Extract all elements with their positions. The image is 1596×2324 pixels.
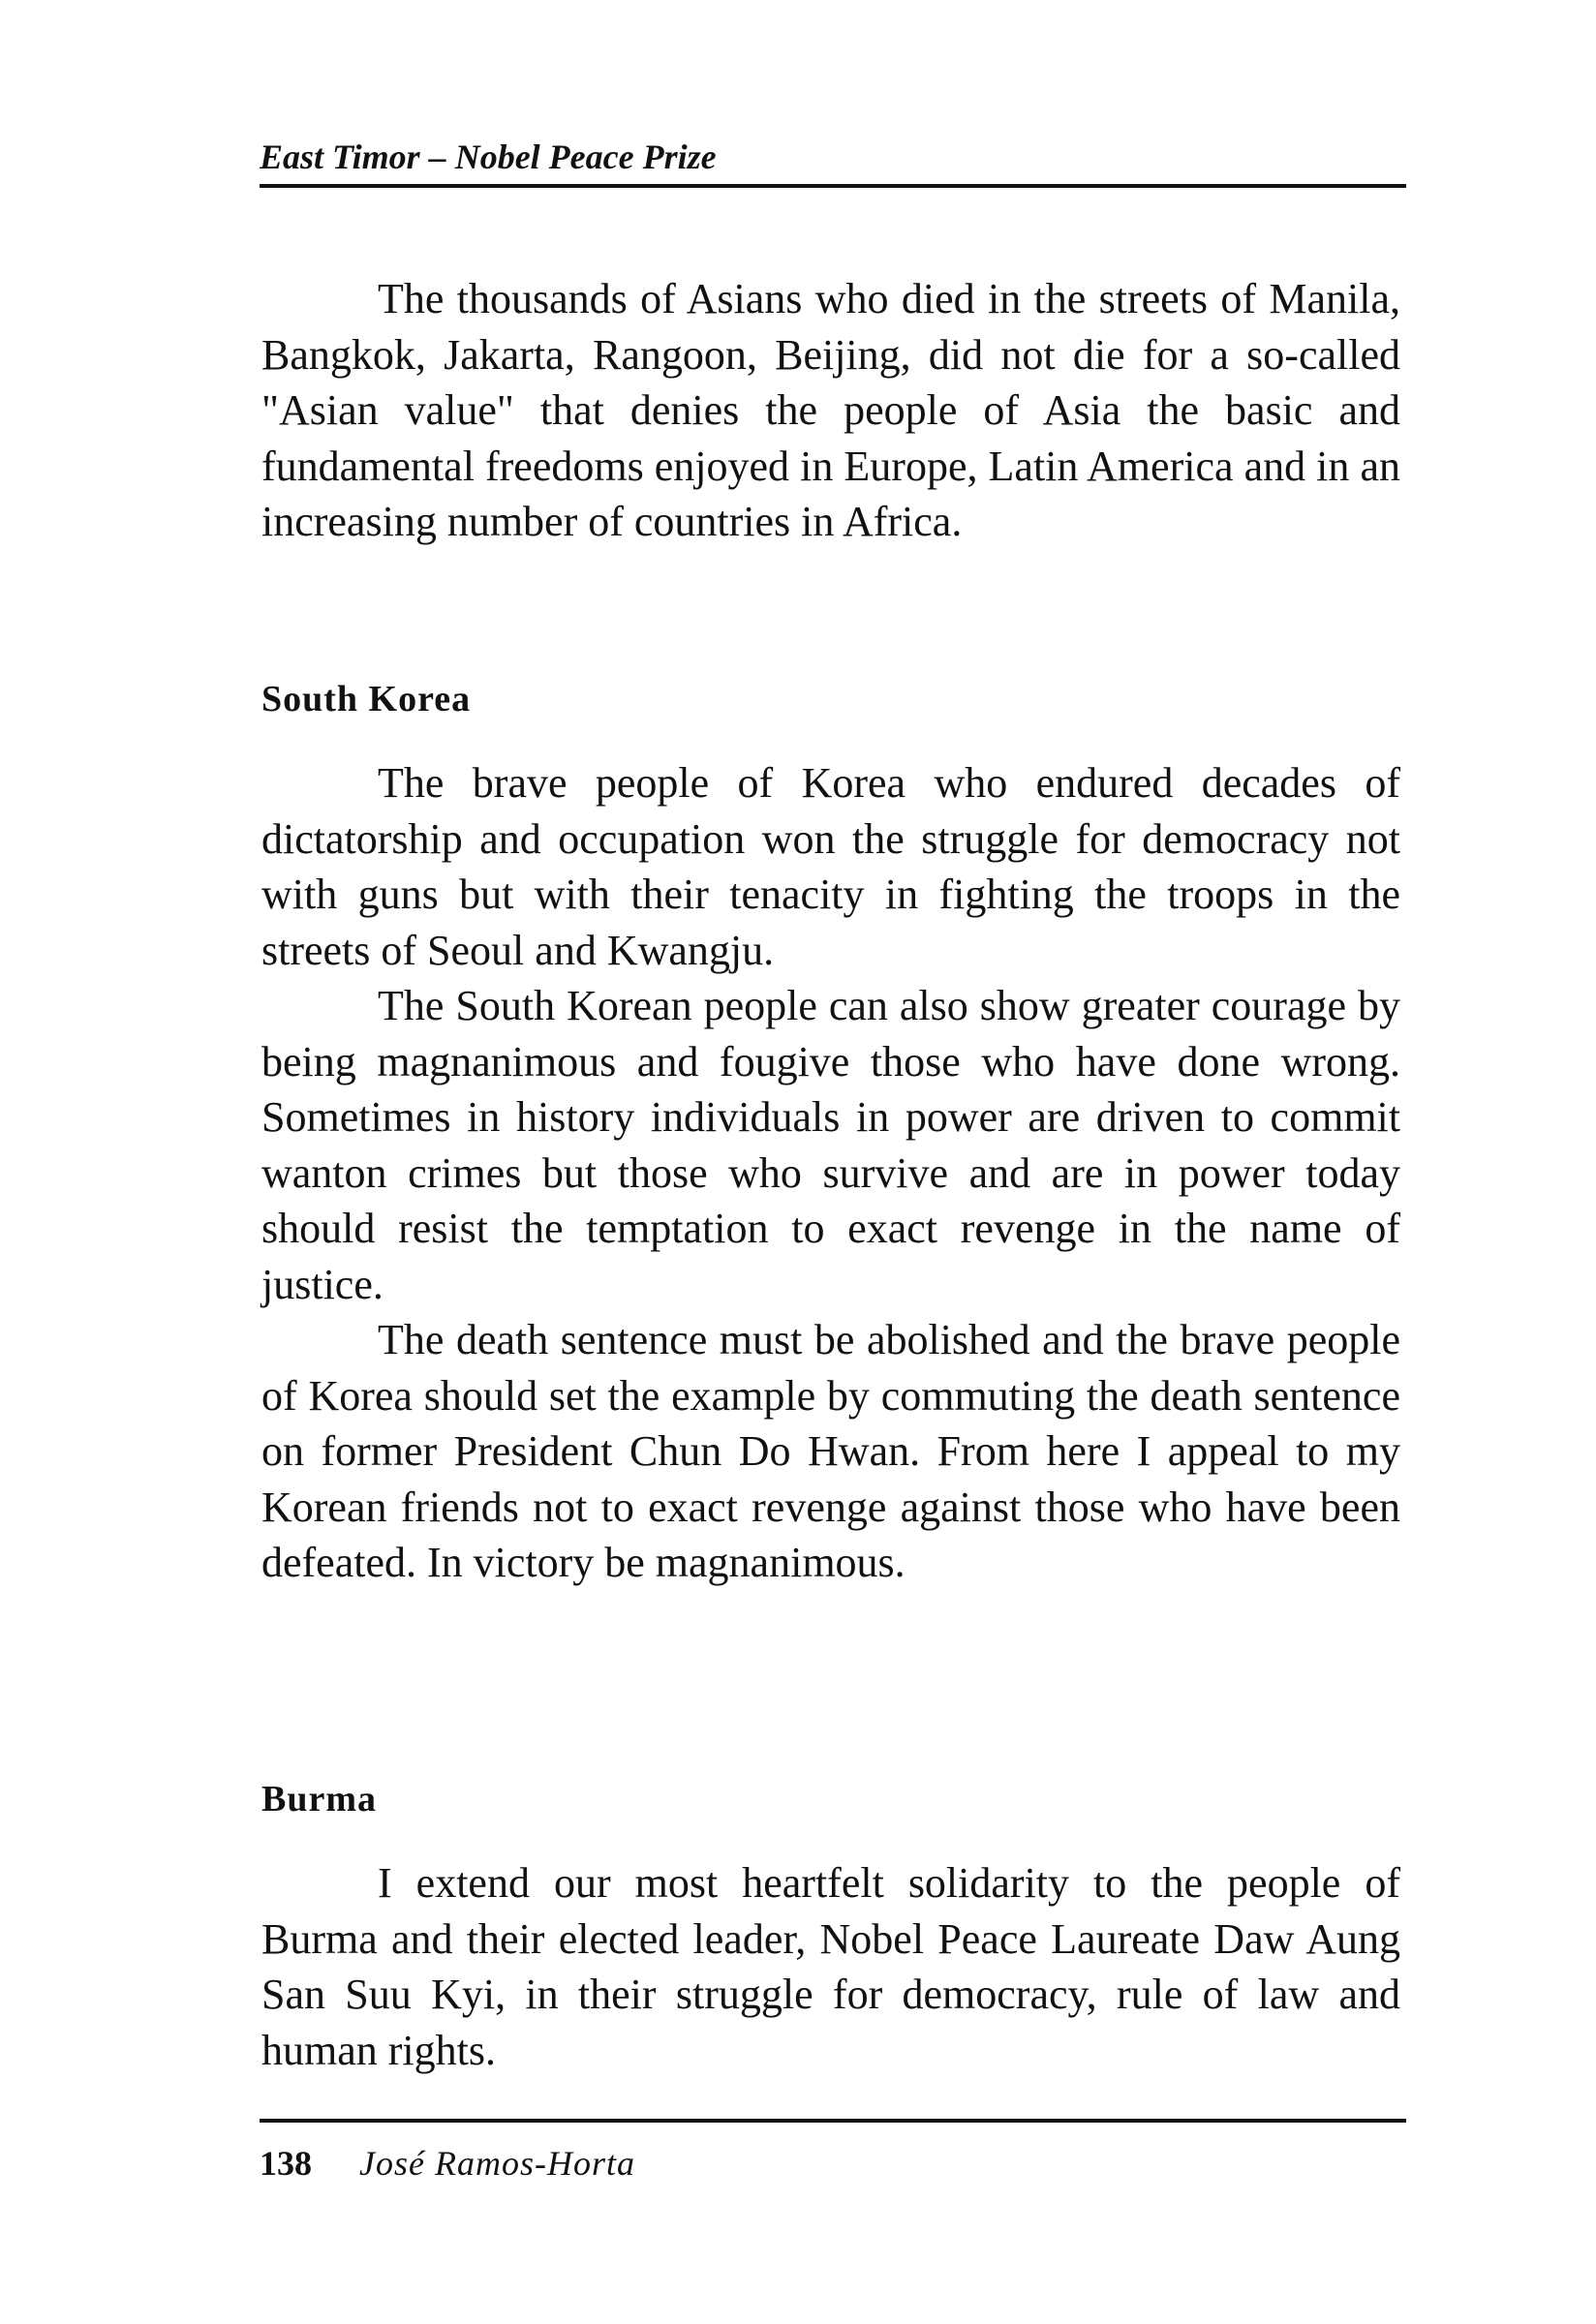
paragraph: The brave people of Korea who endured decades of dictatorship and occupation won the struggle for democracy not with guns but with their tenacity in fighting the troops in the streets of Seoul and Kwangju.: [261, 759, 1400, 974]
page-footer: [260, 2142, 635, 2185]
author-name: José Ramos-Horta: [359, 2144, 635, 2183]
running-header: [260, 136, 1406, 178]
paragraph: I extend our most heartfelt solidarity to the people of Burma and their elected leader, Nobel Peace Laureate Daw Aung San Suu Kyi, in their struggle for democracy, rule of law and human rights.: [261, 1859, 1400, 2074]
section-heading-south-korea: South Korea: [261, 679, 472, 719]
burma-section: [261, 1855, 1400, 2078]
paragraph: The South Korean people can also show greater courage by being magnanimous and fougive those who have done wrong. Sometimes in history individuals in power are driven to commit wanton crimes but those who survive and are in power today should resist the temptation to exact revenge in the name of justice.: [261, 982, 1400, 1308]
south-korea-section: [261, 755, 1400, 1591]
footer-rule: [260, 2119, 1406, 2123]
asia-section: [261, 271, 1400, 550]
header-rule: [260, 184, 1406, 188]
section-heading-burma: Burma: [261, 1779, 377, 1819]
page-number: 138: [260, 2144, 312, 2183]
paragraph: The thousands of Asians who died in the streets of Manila, Bangkok, Jakarta, Rangoon, Beijing, did not die for a so-called "Asian value" that denies the people of Asia the basic and fundamental freedoms enjoyed in Europe, Latin America and in an increasing number of countries in Africa.: [261, 275, 1400, 545]
paragraph: The death sentence must be abolished and the brave people of Korea should set the example by commuting the death sentence on former President Chun Do Hwan. From here I appeal to my Korean friends not to exact revenge against those who have been defeated. In victory be magnanimous.: [261, 1316, 1400, 1586]
running-title: East Timor – Nobel Peace Prize: [260, 138, 717, 176]
